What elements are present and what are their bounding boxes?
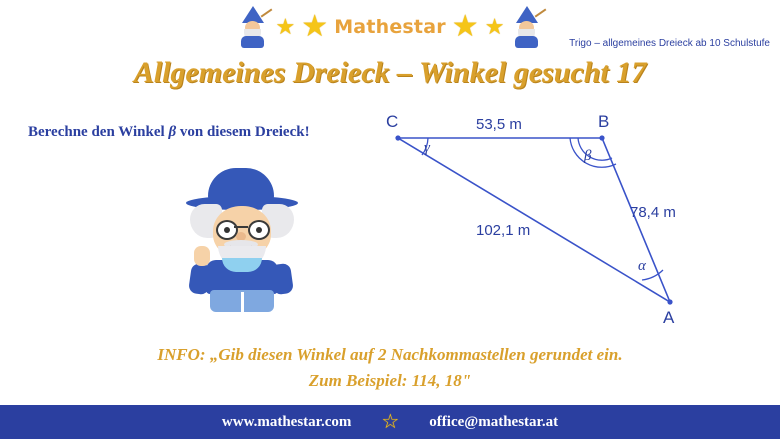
- angle-arc-beta: [570, 138, 616, 167]
- vertex-point-a: [667, 299, 672, 304]
- mascot-wizard-illustration: [168, 160, 318, 310]
- star-icon-left: ★: [301, 10, 329, 43]
- page-title: Allgemeines Dreieck – Winkel gesucht 17: [133, 56, 647, 89]
- wizard-icon-right: [510, 6, 544, 48]
- info-line-2: Zum Beispiel: 114, 18": [308, 371, 472, 390]
- side-ba-length: 78,4 m: [630, 204, 676, 221]
- triangle-svg: [380, 110, 770, 340]
- task-angle-symbol: β: [168, 124, 177, 140]
- footer-email-link[interactable]: office@mathestar.at: [429, 413, 559, 430]
- wizard-icon-left: [236, 6, 270, 48]
- side-ca-length: 102,1 m: [476, 222, 531, 239]
- triangle-figure: [380, 110, 770, 340]
- side-cb-length: 53,5 m: [476, 116, 522, 133]
- vertex-label-c: C: [386, 112, 399, 131]
- vertex-label-b: B: [598, 112, 610, 131]
- angle-label-alpha: α: [638, 258, 646, 274]
- task-instruction: [28, 124, 378, 141]
- star-icon-left-small: ★: [275, 14, 296, 39]
- info-note: [0, 345, 780, 391]
- angle-label-beta: β: [584, 148, 592, 164]
- brand-name: Mathestar: [334, 16, 446, 38]
- course-info: Trigo – allgemeines Dreieck ab 10 Schulstufe: [569, 38, 770, 49]
- angle-label-gamma: γ: [424, 140, 430, 156]
- star-icon-right: ★: [451, 10, 479, 43]
- vertex-label-a: A: [663, 308, 675, 327]
- star-icon-right-small: ★: [484, 14, 505, 39]
- vertex-point-b: [599, 135, 604, 140]
- star-icon-footer: ☆: [381, 411, 400, 433]
- vertex-point-c: [395, 135, 400, 140]
- task-prefix: Berechne den Winkel: [28, 124, 169, 140]
- footer-website-link[interactable]: www.mathestar.com: [221, 413, 352, 430]
- info-line-1: INFO: „Gib diesen Winkel auf 2 Nachkommastellen gerundet ein.: [157, 345, 623, 364]
- footer-bar: [0, 405, 780, 439]
- task-suffix: von diesem Dreieck!: [176, 124, 310, 140]
